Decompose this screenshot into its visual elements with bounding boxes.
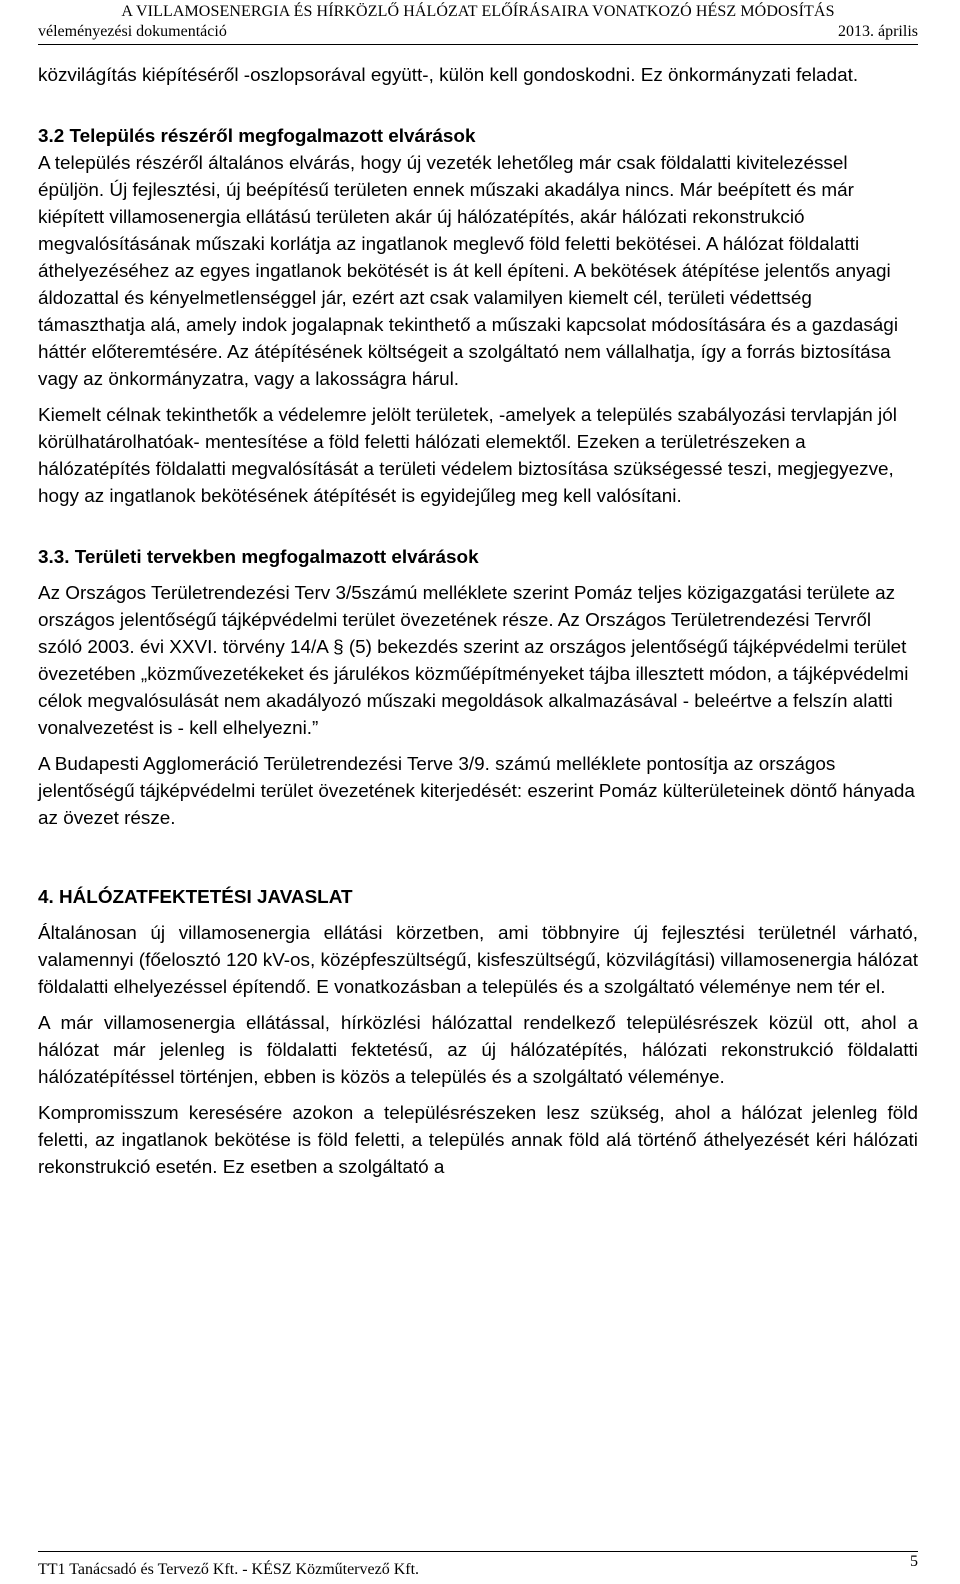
paragraph-3-3-b: A Budapesti Agglomeráció Területrendezési Terve 3/9. számú melléklete pontosítja az országos jelentőségű tájképvédelmi terület övezetének kiterjedését: eszerint Pomáz külterületeinek döntő hányada az övezet része. xyxy=(38,754,915,829)
paragraph-3-2-a: A település részéről általános elvárás, hogy új vezeték lehetőleg már csak földalatti kivitelezéssel épüljön. Új fejlesztési, új beépítésű területen ennek műszaki akadálya nincs. Már beépített és már kiépített villamosenergia ellátású területen akár új hálózatépítés, akár hálózati rekonstrukció megvalósításának műszaki korlátja az ingatlanok meglevő föld feletti bekötései. A hálózat földalatti áthelyezéséhez az egyes ingatlanok bekötését is át kell építeni. A bekötések átépítése jelentős anyagi áldozattal és kényelmetlenséggel jár, ezért azt csak valamilyen kiemelt cél, területi védettség támaszthatja alá, amely indok jogalapnak tekinthető a műszaki kapcsolat módosítására és a gazdasági háttér előteremtésére. Az átépítésének költségeit a szolgáltató nem vállalhatja, így a forrás biztosítása vagy az önkormányzatra, vagy a lakosságra hárul. xyxy=(38,153,899,390)
heading-4: 4. HÁLÓZATFEKTETÉSI JAVASLAT xyxy=(38,887,353,908)
page-footer xyxy=(38,1551,918,1582)
heading-3-3: 3.3. Területi tervekben megfogalmazott elvárások xyxy=(38,547,479,568)
document-subtitle: véleményezési dokumentáció xyxy=(38,23,227,40)
page-header xyxy=(38,0,918,45)
paragraph-3-3-a: Az Országos Területrendezési Terv 3/5számú melléklete szerint Pomáz teljes közigazgatási területe az országos jelentőségű tájképvédelmi terület övezetének része. Az Országos Területrendezési Tervről szóló 2003. évi XXVI. törvény 14/A § (5) bekezdés szerint az országos jelentőségű tájképvédelmi terület övezetében „közművezetékeket és járulékos közműépítményeket tájba illesztett módon, a tájképvédelmi célok megvalósulását nem akadályozó műszaki megoldások alkalmazásával - beleértve a felszín alatti vonalvezetést is - kell elhelyezni.” xyxy=(38,583,909,739)
document-body xyxy=(38,62,918,1181)
footer-company: TT1 Tanácsadó és Tervező Kft. - KÉSZ Közműtervező Kft. xyxy=(38,1561,420,1578)
paragraph-intro: közvilágítás kiépítéséről -oszlopsorával együtt-, külön kell gondoskodni. Ez önkormányzati feladat. xyxy=(38,65,859,86)
page-number: 5 xyxy=(910,1553,918,1570)
paragraph-4-b: A már villamosenergia ellátással, hírközlési hálózattal rendelkező településrészek közül ott, ahol a hálózat már jelenleg is földalatti fektetésű, az új hálózatépítés, hálózati rekonstrukció földalatti hálózatépítéssel történjen, ebben is közös a település és a szolgáltató véleménye. xyxy=(38,1013,918,1088)
document-date: 2013. április xyxy=(838,23,918,40)
document-title: A VILLAMOSENERGIA ÉS HÍRKÖZLŐ HÁLÓZAT ELŐÍRÁSAIRA VONATKOZÓ HÉSZ MÓDOSÍTÁS xyxy=(121,3,835,20)
paragraph-4-c: Kompromisszum keresésére azokon a településrészeken lesz szükség, ahol a hálózat jelenleg föld feletti, az ingatlanok bekötése is föld feletti, a település annak föld alá történő áthelyezését kéri hálózati rekonstrukció esetén. Ez esetben a szolgáltató a xyxy=(38,1103,918,1178)
paragraph-3-2-b: Kiemelt célnak tekinthetők a védelemre jelölt területek, -amelyek a település szabályozási tervlapján jól körülhatárolhatóak- mentesítése a föld feletti hálózati elemektől. Ezeken a területrészeken a hálózatépítés földalatti megvalósítását a területi védelem biztosítása szükségessé teszi, megjegyezve, hogy az ingatlanok bekötésének átépítését is egyidejűleg meg kell valósítani. xyxy=(38,405,897,507)
paragraph-4-a: Általánosan új villamosenergia ellátási körzetben, ami többnyire új fejlesztési területnél várható, valamennyi (főelosztó 120 kV-os, középfeszültségű, kisfeszültségű, közvilágítási) villamosenergia hálózat földalatti elhelyezéssel építendő. E vonatkozásban a település és a szolgáltató véleménye nem tér el. xyxy=(38,923,918,998)
heading-3-2: 3.2 Település részéről megfogalmazott elvárások xyxy=(38,126,476,147)
